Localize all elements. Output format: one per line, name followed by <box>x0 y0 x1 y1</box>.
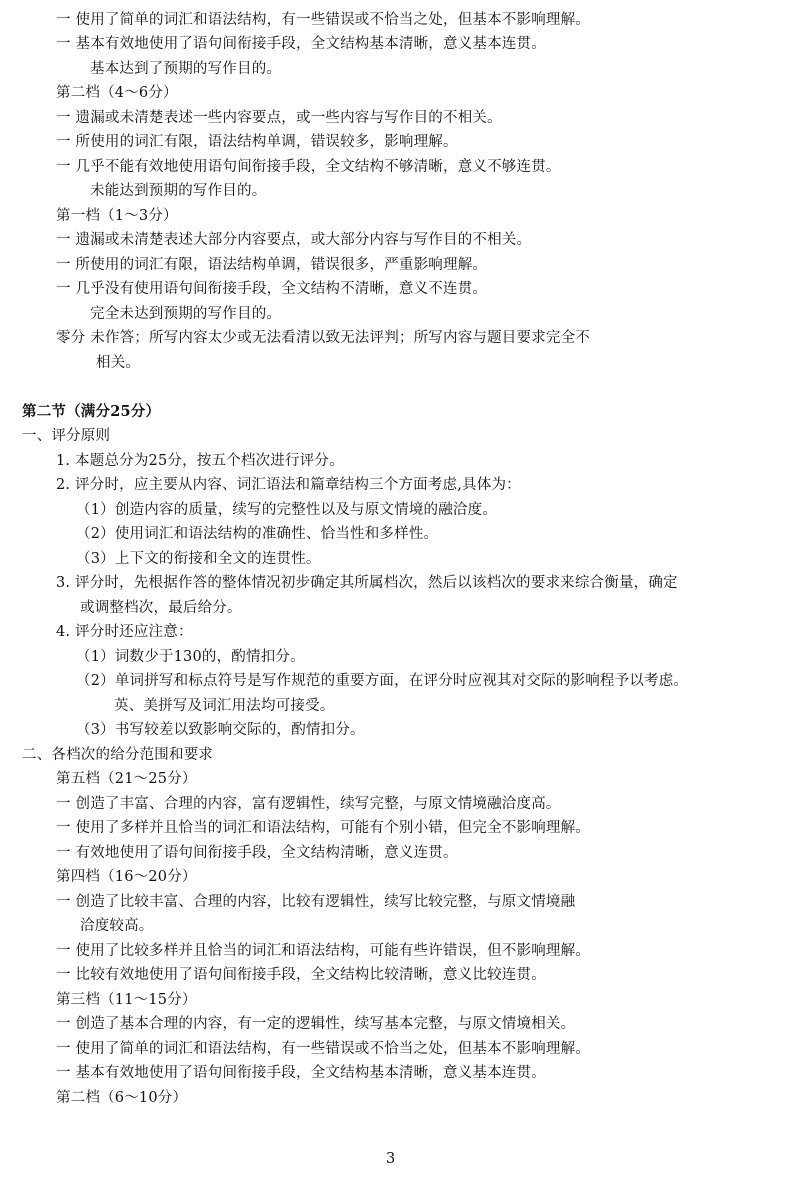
text-line: 3. 评分时，先根据作答的整体情况初步确定其所属档次，然后以该档次的要求来综合衡量，确定 <box>56 575 678 591</box>
text-line: 一 所使用的词汇有限，语法结构单调，错误较多，影响理解。 <box>56 134 458 150</box>
text-line: 一 基本有效地使用了语句间衔接手段，全文结构基本清晰，意义基本连贯。 <box>56 36 546 52</box>
text-line: （3）书写较差以致影响交际的，酌情扣分。 <box>76 722 365 738</box>
text-line: 2. 评分时，应主要从内容、词汇语法和篇章结构三个方面考虑,具体为： <box>56 477 521 493</box>
text-line: 一 有效地使用了语句间衔接手段，全文结构清晰，意义连贯。 <box>56 845 458 861</box>
text-line: （2）使用词汇和语法结构的准确性、恰当性和多样性。 <box>76 526 439 542</box>
section-title: 第二节（满分25分） <box>22 403 161 420</box>
section-heading: 二、各档次的给分范围和要求 <box>22 747 214 763</box>
section-heading: 第二档（6～10分） <box>56 1090 188 1106</box>
section-heading: 第四档（16～20分） <box>56 869 197 885</box>
text-line: （2）单词拼写和标点符号是写作规范的重要方面，在评分时应视其对交际的影响程予以考虑。 <box>76 673 689 689</box>
text-line: 一 遗漏或未清楚表述大部分内容要点，或大部分内容与写作目的不相关。 <box>56 232 532 248</box>
text-line: 一 所使用的词汇有限，语法结构单调，错误很多，严重影响理解。 <box>56 257 488 273</box>
text-line: 一 几乎不能有效地使用语句间衔接手段，全文结构不够清晰，意义不够连贯。 <box>56 159 561 175</box>
section-heading: 第二档（4～6分） <box>56 85 178 101</box>
text-line: 1. 本题总分为25分，按五个档次进行评分。 <box>56 453 344 469</box>
section-heading: 第一档（1～3分） <box>56 208 178 224</box>
text-line: 一 创造了基本合理的内容，有一定的逻辑性，续写基本完整，与原文情境相关。 <box>56 1016 576 1032</box>
section-heading: 第三档（11～15分） <box>56 992 197 1008</box>
text-line: （1）词数少于130的，酌情扣分。 <box>76 649 305 665</box>
text-line: 基本达到了预期的写作目的。 <box>90 61 282 77</box>
text-line: 完全未达到预期的写作目的。 <box>90 306 282 322</box>
text-line: 或调整档次，最后给分。 <box>80 600 242 616</box>
section-heading: 一、评分原则 <box>22 428 111 444</box>
text-line: 4. 评分时还应注意： <box>56 624 193 640</box>
text-line: 未能达到预期的写作目的。 <box>90 183 267 199</box>
text-line: 一 创造了丰富、合理的内容，富有逻辑性，续写完整，与原文情境融洽度高。 <box>56 796 561 812</box>
text-line: 英、美拼写及词汇用法均可接受。 <box>114 698 335 714</box>
text-line: 洽度较高。 <box>80 918 154 934</box>
text-line: 一 使用了简单的词汇和语法结构，有一些错误或不恰当之处，但基本不影响理解。 <box>56 1041 591 1057</box>
text-line: （1）创造内容的质量，续写的完整性以及与原文情境的融洽度。 <box>76 502 498 518</box>
text-line: 一 使用了比较多样并且恰当的词汇和语法结构，可能有些许错误，但不影响理解。 <box>56 943 591 959</box>
text-line: 一 使用了简单的词汇和语法结构，有一些错误或不恰当之处，但基本不影响理解。 <box>56 12 591 28</box>
text-line: 一 比较有效地使用了语句间衔接手段，全文结构比较清晰，意义比较连贯。 <box>56 967 546 983</box>
text-line: 一 创造了比较丰富、合理的内容，比较有逻辑性，续写比较完整，与原文情境融 <box>56 894 576 910</box>
page-number: 3 <box>386 1151 396 1167</box>
section-heading: 第五档（21～25分） <box>56 771 197 787</box>
text-line: 一 使用了多样并且恰当的词汇和语法结构，可能有个别小错，但完全不影响理解。 <box>56 820 591 836</box>
text-line: 一 遗漏或未清楚表述一些内容要点，或一些内容与写作目的不相关。 <box>56 110 502 126</box>
text-line: 零分 未作答；所写内容太少或无法看清以致无法评判；所写内容与题目要求完全不 <box>56 330 591 346</box>
text-line: 相关。 <box>96 355 141 371</box>
text-line: 一 几乎没有使用语句间衔接手段，全文结构不清晰，意义不连贯。 <box>56 281 488 297</box>
text-line: 一 基本有效地使用了语句间衔接手段，全文结构基本清晰，意义基本连贯。 <box>56 1065 546 1081</box>
text-line: （3）上下文的衔接和全文的连贯性。 <box>76 551 321 567</box>
